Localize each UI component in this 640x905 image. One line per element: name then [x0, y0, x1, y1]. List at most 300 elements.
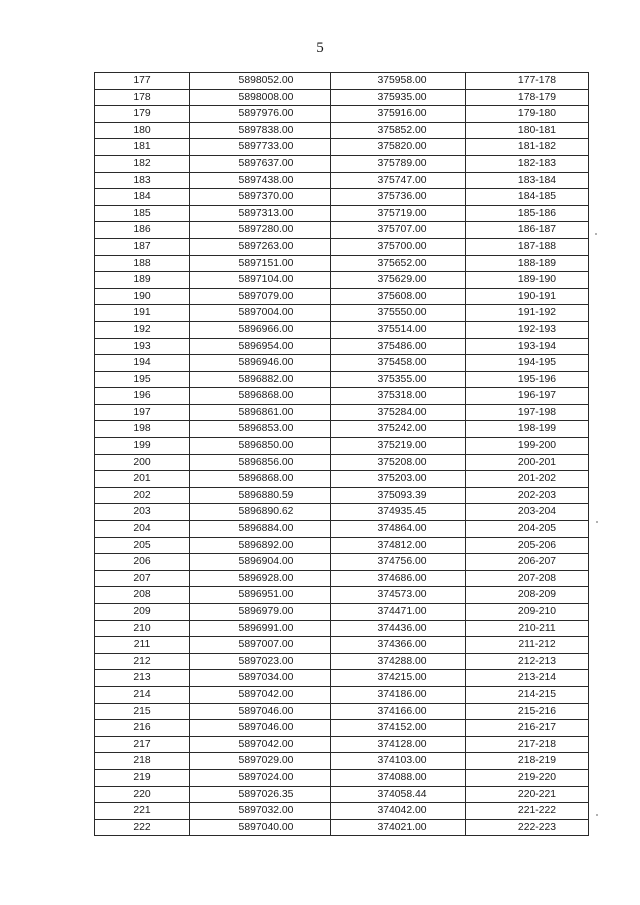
- segment-cell: [466, 172, 589, 189]
- point-number-value: 222: [133, 821, 151, 833]
- x-coordinate-value: 5897029.00: [238, 755, 294, 767]
- x-coordinate-value: 5897313.00: [238, 207, 294, 219]
- point-number-cell: [95, 288, 190, 305]
- y-coordinate-cell: [331, 355, 466, 372]
- y-coordinate-cell: [331, 803, 466, 820]
- segment-value: 194-195: [517, 357, 557, 369]
- x-coordinate-value: 5897007.00: [238, 639, 294, 651]
- y-coordinate-value: 374021.00: [377, 821, 427, 833]
- y-coordinate-cell: [331, 371, 466, 388]
- point-number-value: 206: [133, 556, 151, 568]
- table-row: [95, 670, 589, 687]
- segment-value: 195-196: [517, 373, 557, 385]
- point-number-cell: [95, 338, 190, 355]
- table-row: [95, 587, 589, 604]
- y-coordinate-cell: [331, 122, 466, 139]
- segment-value: 198-199: [517, 423, 557, 435]
- point-number-value: 183: [133, 174, 151, 186]
- point-number-value: 214: [133, 688, 151, 700]
- segment-value: 222-223: [517, 821, 557, 833]
- segment-cell: [466, 703, 589, 720]
- x-coordinate-value: 5897042.00: [238, 738, 294, 750]
- table-row: [95, 637, 589, 654]
- point-number-value: 181: [133, 141, 151, 153]
- segment-cell: [466, 521, 589, 538]
- table-row: [95, 471, 589, 488]
- table-row: [95, 487, 589, 504]
- x-coordinate-cell: [190, 604, 331, 621]
- table-row: [95, 736, 589, 753]
- segment-value: 180-181: [517, 124, 557, 136]
- segment-cell: [466, 786, 589, 803]
- point-number-value: 201: [133, 473, 151, 485]
- table-row: [95, 189, 589, 206]
- point-number-cell: [95, 205, 190, 222]
- table-row: [95, 604, 589, 621]
- point-number-cell: [95, 172, 190, 189]
- point-number-cell: [95, 321, 190, 338]
- point-number-value: 193: [133, 340, 151, 352]
- x-coordinate-cell: [190, 720, 331, 737]
- y-coordinate-value: 374935.45: [377, 506, 427, 518]
- x-coordinate-value: 5896861.00: [238, 406, 294, 418]
- y-coordinate-value: 374864.00: [377, 523, 427, 535]
- x-coordinate-cell: [190, 753, 331, 770]
- x-coordinate-cell: [190, 371, 331, 388]
- point-number-value: 213: [133, 672, 151, 684]
- point-number-cell: [95, 537, 190, 554]
- segment-cell: [466, 587, 589, 604]
- segment-value: 186-187: [517, 224, 557, 236]
- x-coordinate-value: 5896853.00: [238, 423, 294, 435]
- segment-cell: [466, 570, 589, 587]
- y-coordinate-value: 375608.00: [377, 290, 427, 302]
- y-coordinate-cell: [331, 653, 466, 670]
- point-number-value: 180: [133, 124, 151, 136]
- x-coordinate-value: 5898052.00: [238, 75, 294, 86]
- y-coordinate-cell: [331, 703, 466, 720]
- table-row: [95, 73, 589, 90]
- segment-value: 220-221: [517, 788, 557, 800]
- x-coordinate-value: 5896928.00: [238, 572, 294, 584]
- x-coordinate-value: 5896951.00: [238, 589, 294, 601]
- x-coordinate-cell: [190, 288, 331, 305]
- segment-value: 206-207: [517, 556, 557, 568]
- x-coordinate-cell: [190, 803, 331, 820]
- segment-cell: [466, 355, 589, 372]
- point-number-cell: [95, 139, 190, 156]
- y-coordinate-cell: [331, 769, 466, 786]
- table-row: [95, 222, 589, 239]
- y-coordinate-cell: [331, 454, 466, 471]
- x-coordinate-value: 5896966.00: [238, 323, 294, 335]
- segment-value: 208-209: [517, 589, 557, 601]
- x-coordinate-value: 5896850.00: [238, 440, 294, 452]
- table-row: [95, 753, 589, 770]
- x-coordinate-cell: [190, 222, 331, 239]
- table-row: [95, 438, 589, 455]
- segment-value: 190-191: [517, 290, 557, 302]
- x-coordinate-cell: [190, 454, 331, 471]
- point-number-cell: [95, 454, 190, 471]
- segment-cell: [466, 122, 589, 139]
- segment-value: 196-197: [517, 390, 557, 402]
- x-coordinate-value: 5896890.62: [238, 506, 294, 518]
- x-coordinate-value: 5896882.00: [238, 373, 294, 385]
- segment-cell: [466, 819, 589, 836]
- point-number-value: 187: [133, 240, 151, 252]
- x-coordinate-cell: [190, 670, 331, 687]
- table-row: [95, 554, 589, 571]
- table-row: [95, 786, 589, 803]
- point-number-cell: [95, 222, 190, 239]
- segment-value: 218-219: [517, 755, 557, 767]
- y-coordinate-value: 375852.00: [377, 124, 427, 136]
- y-coordinate-value: 375736.00: [377, 191, 427, 203]
- x-coordinate-cell: [190, 769, 331, 786]
- scan-speck: [596, 521, 598, 523]
- segment-value: 182-183: [517, 157, 557, 169]
- y-coordinate-cell: [331, 720, 466, 737]
- point-number-value: 195: [133, 373, 151, 385]
- table-row: [95, 686, 589, 703]
- y-coordinate-cell: [331, 686, 466, 703]
- point-number-value: 199: [133, 440, 151, 452]
- segment-value: 181-182: [517, 141, 557, 153]
- y-coordinate-value: 375242.00: [377, 423, 427, 435]
- y-coordinate-value: 374152.00: [377, 722, 427, 734]
- x-coordinate-value: 5897032.00: [238, 805, 294, 817]
- coordinates-table-body: [95, 73, 589, 836]
- y-coordinate-cell: [331, 736, 466, 753]
- segment-cell: [466, 537, 589, 554]
- point-number-cell: [95, 504, 190, 521]
- y-coordinate-cell: [331, 222, 466, 239]
- y-coordinate-cell: [331, 471, 466, 488]
- segment-cell: [466, 736, 589, 753]
- y-coordinate-cell: [331, 587, 466, 604]
- point-number-cell: [95, 753, 190, 770]
- point-number-value: 204: [133, 523, 151, 535]
- segment-cell: [466, 769, 589, 786]
- point-number-value: 217: [133, 738, 151, 750]
- x-coordinate-cell: [190, 487, 331, 504]
- x-coordinate-value: 5897637.00: [238, 157, 294, 169]
- x-coordinate-value: 5896946.00: [238, 357, 294, 369]
- x-coordinate-value: 5897151.00: [238, 257, 294, 269]
- point-number-cell: [95, 438, 190, 455]
- x-coordinate-cell: [190, 404, 331, 421]
- point-number-cell: [95, 736, 190, 753]
- segment-value: 189-190: [517, 274, 557, 286]
- y-coordinate-value: 374436.00: [377, 622, 427, 634]
- x-coordinate-value: 5896904.00: [238, 556, 294, 568]
- x-coordinate-value: 5897079.00: [238, 290, 294, 302]
- point-number-value: 211: [133, 639, 151, 651]
- point-number-value: 219: [133, 771, 151, 783]
- y-coordinate-cell: [331, 554, 466, 571]
- point-number-value: 209: [133, 606, 151, 617]
- segment-cell: [466, 653, 589, 670]
- y-coordinate-cell: [331, 637, 466, 654]
- y-coordinate-cell: [331, 89, 466, 106]
- segment-cell: [466, 222, 589, 239]
- x-coordinate-cell: [190, 238, 331, 255]
- point-number-cell: [95, 570, 190, 587]
- y-coordinate-cell: [331, 521, 466, 538]
- segment-cell: [466, 139, 589, 156]
- y-coordinate-value: 375707.00: [377, 224, 427, 236]
- page-number: 5: [316, 40, 324, 56]
- x-coordinate-value: 5897280.00: [238, 224, 294, 236]
- y-coordinate-value: 375203.00: [377, 473, 427, 485]
- segment-cell: [466, 686, 589, 703]
- segment-cell: [466, 189, 589, 206]
- x-coordinate-value: 5897733.00: [238, 141, 294, 153]
- x-coordinate-value: 5896868.00: [238, 473, 294, 485]
- y-coordinate-cell: [331, 670, 466, 687]
- x-coordinate-cell: [190, 305, 331, 322]
- y-coordinate-value: 374058.44: [377, 788, 427, 800]
- y-coordinate-cell: [331, 438, 466, 455]
- y-coordinate-cell: [331, 604, 466, 621]
- segment-value: 185-186: [517, 207, 557, 219]
- table-row: [95, 720, 589, 737]
- table-row: [95, 255, 589, 272]
- segment-value: 201-202: [517, 473, 557, 485]
- point-number-value: 203: [133, 506, 151, 518]
- segment-cell: [466, 720, 589, 737]
- table-row: [95, 321, 589, 338]
- segment-cell: [466, 238, 589, 255]
- point-number-cell: [95, 803, 190, 820]
- point-number-cell: [95, 355, 190, 372]
- point-number-cell: [95, 487, 190, 504]
- y-coordinate-cell: [331, 288, 466, 305]
- y-coordinate-cell: [331, 205, 466, 222]
- x-coordinate-cell: [190, 355, 331, 372]
- y-coordinate-value: 375789.00: [377, 157, 427, 169]
- table-row: [95, 205, 589, 222]
- x-coordinate-value: 5897040.00: [238, 821, 294, 833]
- segment-value: 214-215: [517, 688, 557, 700]
- table-row: [95, 139, 589, 156]
- x-coordinate-value: 5897026.35: [238, 788, 294, 800]
- x-coordinate-cell: [190, 471, 331, 488]
- table-row: [95, 272, 589, 289]
- segment-cell: [466, 670, 589, 687]
- y-coordinate-value: 375550.00: [377, 307, 427, 319]
- point-number-cell: [95, 238, 190, 255]
- x-coordinate-cell: [190, 587, 331, 604]
- segment-cell: [466, 803, 589, 820]
- x-coordinate-value: 5897024.00: [238, 771, 294, 783]
- y-coordinate-value: 375629.00: [377, 274, 427, 286]
- x-coordinate-cell: [190, 172, 331, 189]
- table-row: [95, 421, 589, 438]
- x-coordinate-cell: [190, 139, 331, 156]
- point-number-cell: [95, 471, 190, 488]
- y-coordinate-cell: [331, 139, 466, 156]
- x-coordinate-value: 5897370.00: [238, 191, 294, 203]
- x-coordinate-value: 5897004.00: [238, 307, 294, 319]
- y-coordinate-value: 375208.00: [377, 456, 427, 468]
- x-coordinate-cell: [190, 272, 331, 289]
- y-coordinate-value: 374186.00: [377, 688, 427, 700]
- x-coordinate-value: 5898008.00: [238, 91, 294, 103]
- x-coordinate-cell: [190, 521, 331, 538]
- x-coordinate-value: 5897034.00: [238, 672, 294, 684]
- x-coordinate-cell: [190, 106, 331, 123]
- segment-cell: [466, 155, 589, 172]
- x-coordinate-cell: [190, 255, 331, 272]
- point-number-value: 182: [133, 157, 151, 169]
- segment-cell: [466, 554, 589, 571]
- point-number-cell: [95, 604, 190, 621]
- point-number-cell: [95, 89, 190, 106]
- x-coordinate-value: 5896884.00: [238, 523, 294, 535]
- point-number-cell: [95, 637, 190, 654]
- segment-value: 191-192: [517, 307, 557, 319]
- table-row: [95, 172, 589, 189]
- point-number-value: 189: [133, 274, 151, 286]
- point-number-value: 220: [133, 788, 151, 800]
- table-row: [95, 620, 589, 637]
- segment-value: 187-188: [517, 240, 557, 252]
- point-number-cell: [95, 686, 190, 703]
- x-coordinate-cell: [190, 620, 331, 637]
- y-coordinate-cell: [331, 537, 466, 554]
- x-coordinate-value: 5897263.00: [238, 240, 294, 252]
- y-coordinate-cell: [331, 786, 466, 803]
- point-number-cell: [95, 653, 190, 670]
- y-coordinate-value: 375747.00: [377, 174, 427, 186]
- segment-value: 203-204: [517, 506, 557, 518]
- segment-cell: [466, 338, 589, 355]
- x-coordinate-cell: [190, 637, 331, 654]
- y-coordinate-value: 375652.00: [377, 257, 427, 269]
- table-row: [95, 89, 589, 106]
- segment-cell: [466, 73, 589, 90]
- segment-cell: [466, 106, 589, 123]
- segment-cell: [466, 255, 589, 272]
- segment-cell: [466, 471, 589, 488]
- segment-value: 178-179: [517, 91, 557, 103]
- x-coordinate-value: 5896892.00: [238, 539, 294, 551]
- y-coordinate-value: 374812.00: [377, 539, 427, 551]
- segment-cell: [466, 321, 589, 338]
- x-coordinate-value: 5897104.00: [238, 274, 294, 286]
- y-coordinate-value: 374471.00: [377, 606, 427, 617]
- point-number-cell: [95, 587, 190, 604]
- y-coordinate-value: 374573.00: [377, 589, 427, 601]
- x-coordinate-value: 5897046.00: [238, 705, 294, 717]
- x-coordinate-cell: [190, 786, 331, 803]
- segment-value: 215-216: [517, 705, 557, 717]
- table-row: [95, 769, 589, 786]
- segment-cell: [466, 604, 589, 621]
- y-coordinate-cell: [331, 620, 466, 637]
- y-coordinate-value: 374166.00: [377, 705, 427, 717]
- point-number-value: 179: [133, 108, 151, 120]
- y-coordinate-cell: [331, 504, 466, 521]
- segment-cell: [466, 205, 589, 222]
- x-coordinate-value: 5896880.59: [238, 489, 294, 501]
- y-coordinate-value: 375486.00: [377, 340, 427, 352]
- x-coordinate-cell: [190, 653, 331, 670]
- point-number-value: 192: [133, 323, 151, 335]
- segment-cell: [466, 288, 589, 305]
- segment-cell: [466, 272, 589, 289]
- segment-cell: [466, 753, 589, 770]
- segment-value: 197-198: [517, 406, 557, 418]
- y-coordinate-value: 375700.00: [377, 240, 427, 252]
- point-number-cell: [95, 388, 190, 405]
- y-coordinate-value: 374103.00: [377, 755, 427, 767]
- point-number-cell: [95, 703, 190, 720]
- segment-value: 193-194: [517, 340, 557, 352]
- x-coordinate-cell: [190, 703, 331, 720]
- point-number-value: 200: [133, 456, 151, 468]
- table-row: [95, 570, 589, 587]
- table-row: [95, 703, 589, 720]
- point-number-cell: [95, 786, 190, 803]
- point-number-cell: [95, 255, 190, 272]
- point-number-cell: [95, 189, 190, 206]
- x-coordinate-cell: [190, 205, 331, 222]
- y-coordinate-value: 375355.00: [377, 373, 427, 385]
- segment-value: 211-212: [518, 639, 556, 651]
- y-coordinate-value: 375820.00: [377, 141, 427, 153]
- y-coordinate-cell: [331, 272, 466, 289]
- segment-value: 217-218: [517, 738, 557, 750]
- point-number-cell: [95, 122, 190, 139]
- point-number-cell: [95, 404, 190, 421]
- point-number-cell: [95, 769, 190, 786]
- point-number-value: 205: [133, 539, 151, 551]
- x-coordinate-cell: [190, 421, 331, 438]
- y-coordinate-cell: [331, 172, 466, 189]
- y-coordinate-value: 374366.00: [377, 639, 427, 651]
- y-coordinate-value: 375458.00: [377, 357, 427, 369]
- y-coordinate-value: 375219.00: [377, 440, 427, 452]
- y-coordinate-value: 375284.00: [377, 406, 427, 418]
- point-number-value: 218: [133, 755, 151, 767]
- x-coordinate-cell: [190, 819, 331, 836]
- x-coordinate-cell: [190, 736, 331, 753]
- y-coordinate-value: 375958.00: [377, 75, 427, 86]
- segment-value: 205-206: [517, 539, 557, 551]
- point-number-cell: [95, 106, 190, 123]
- table-row: [95, 305, 589, 322]
- y-coordinate-cell: [331, 189, 466, 206]
- table-row: [95, 537, 589, 554]
- segment-value: 213-214: [517, 672, 557, 684]
- point-number-value: 178: [133, 91, 151, 103]
- x-coordinate-value: 5897042.00: [238, 688, 294, 700]
- y-coordinate-value: 374288.00: [377, 655, 427, 667]
- table-row: [95, 404, 589, 421]
- y-coordinate-cell: [331, 321, 466, 338]
- x-coordinate-cell: [190, 388, 331, 405]
- segment-value: 183-184: [517, 174, 557, 186]
- point-number-cell: [95, 554, 190, 571]
- y-coordinate-value: 374215.00: [377, 672, 427, 684]
- segment-cell: [466, 421, 589, 438]
- point-number-value: 196: [133, 390, 151, 402]
- table-row: [95, 521, 589, 538]
- table-row: [95, 122, 589, 139]
